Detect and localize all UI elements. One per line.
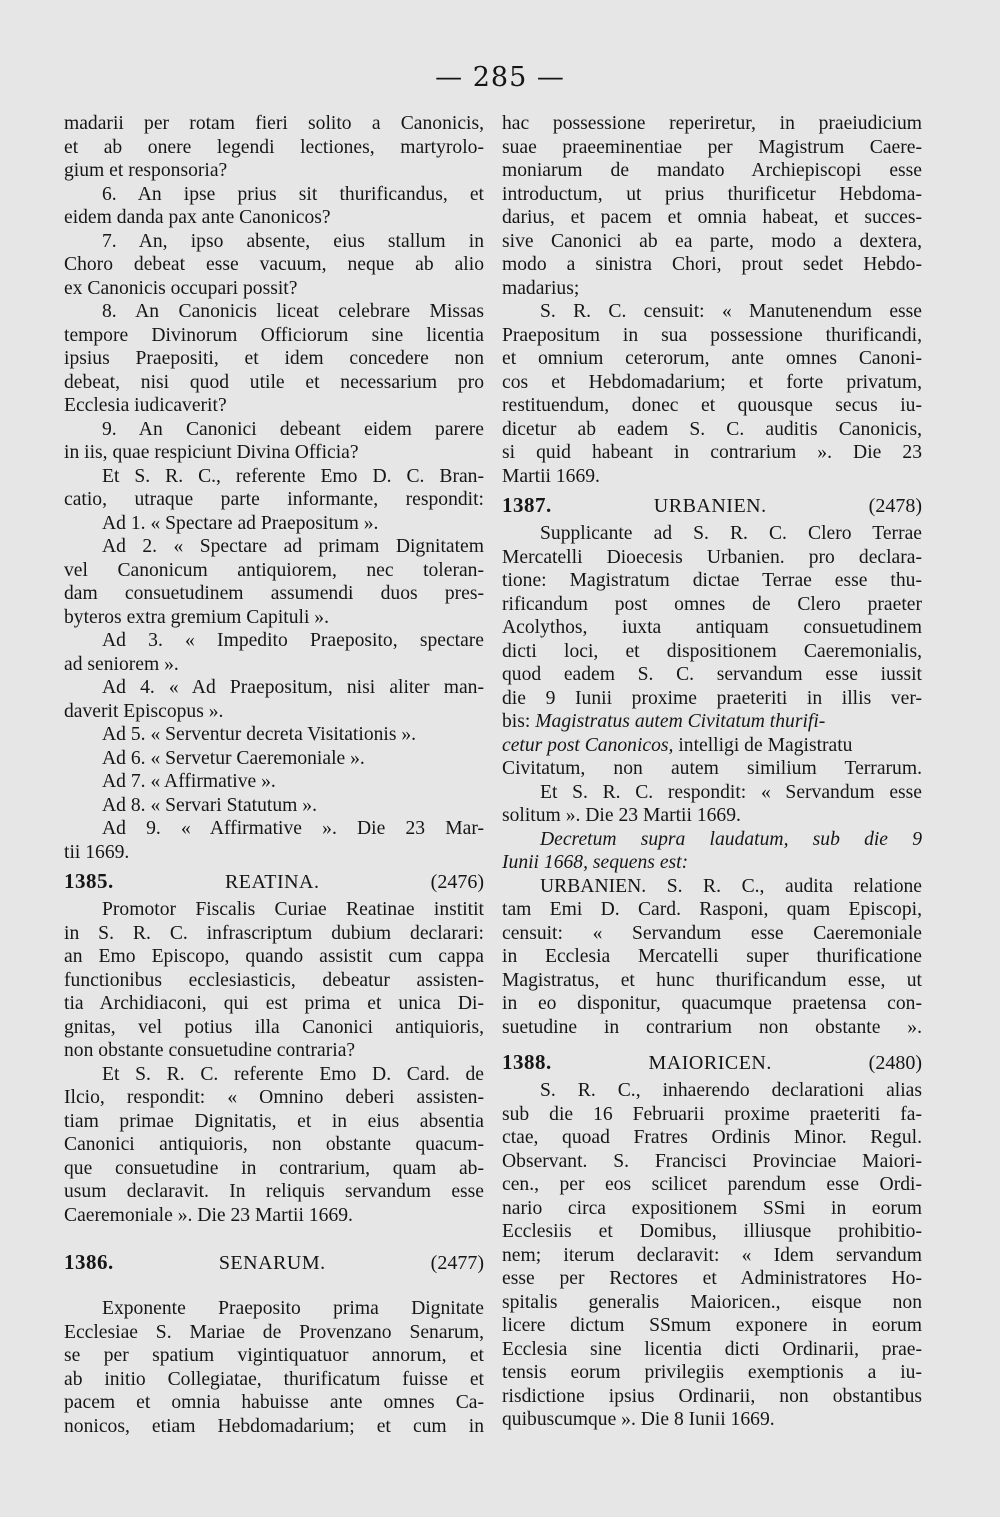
- section-place: URBANIEN.: [653, 495, 767, 517]
- text-line: Ad 3. « Impedito Praeposito, spectare: [102, 630, 484, 651]
- text-line: Canonici antiquioris, non obstante quacum-: [64, 1134, 484, 1155]
- text-line: Ad 8. « Servari Statutum ».: [102, 794, 317, 816]
- page-number: — 285 —: [435, 62, 565, 93]
- text-fragment: intelligi de Magistratu: [673, 734, 853, 756]
- text-line: pacem et omnia habuisse ante omnes Ca-: [64, 1392, 484, 1413]
- text-line: quod eadem S. C. servandum esse iussit: [502, 664, 922, 685]
- text-line: Ad 4. « Ad Praepositum, nisi aliter man-: [102, 677, 484, 698]
- section-code: (2476): [430, 871, 484, 893]
- italic-quote: cetur post Canonicos,: [502, 734, 674, 756]
- text-line: vel Canonicum antiquiorem, nec toleran-: [64, 559, 484, 581]
- text-line: Et S. R. C., referente Emo D. C. Bran-: [102, 465, 484, 487]
- section-code: (2477): [430, 1252, 484, 1274]
- text-line: usum declaravit. In reliquis servandum esse: [64, 1181, 484, 1202]
- text-line: modo a sinistra Chori, prout sedet Hebdo-: [502, 254, 922, 275]
- section-code: (2480): [868, 1052, 922, 1074]
- text-line: nem; iterum declaravit: « Idem servandum: [502, 1244, 922, 1266]
- text-line: 8. An Canonicis liceat celebrare Missas: [102, 301, 484, 322]
- text-line: Caeremoniale ». Die 23 Martii 1669.: [64, 1204, 353, 1226]
- text-line: dicetur ab eadem S. C. auditis Canonicis,: [502, 418, 922, 440]
- text-line: Choro debeat esse vacuum, neque ab alio: [64, 254, 484, 275]
- text-line: sub die 16 Februarii proxime praeteriti fa-: [502, 1103, 922, 1125]
- text-line: gnitas, vel potius illa Canonici antiquioris,: [64, 1016, 484, 1038]
- text-line: Magistratus, et hunc thurificandum esse, ut: [502, 969, 922, 991]
- text-line: Et S. R. C. respondit: « Servandum esse: [540, 781, 922, 803]
- text-line: debeat, nisi quod utile et necessarium pro: [64, 371, 484, 393]
- text-line: risdictione ipsius Ordinarii, non obstantibus: [502, 1385, 922, 1407]
- text-line: in eo disponitur, quacumque praetensa con-: [502, 993, 922, 1014]
- text-line: Acolythos, iuxta antiquam consuetudinem: [502, 617, 922, 638]
- text-line: Ecclesiis et Domibus, illiusque prohibitio-: [502, 1221, 922, 1242]
- text-line: ab initio Collegiatae, thurificatum fuisse et: [64, 1368, 484, 1390]
- text-line: Ecclesia sine licentia dicti Ordinarii, prae-: [502, 1338, 922, 1360]
- section-number: 1386.: [64, 1250, 114, 1274]
- text-line: hac possessione reperiretur, in praeiudicium: [502, 113, 922, 134]
- text-line: Ad 5. « Serventur decreta Visitationis ».: [102, 724, 417, 745]
- section-number: 1385.: [64, 869, 114, 893]
- text-line: cos et Hebdomadarium; et forte privatum,: [502, 371, 922, 393]
- text-line: si quid habeant in contrarium ». Die 23: [502, 442, 922, 463]
- text-line: Ad 2. « Spectare ad primam Dignitatem: [102, 536, 484, 557]
- text-line: S. R. C. censuit: « Manutenendum esse: [540, 301, 922, 322]
- section-heading-1387: [502, 492, 922, 518]
- text-line: [502, 734, 922, 758]
- text-line: que consuetudine in contrarium, quam ab-: [64, 1157, 484, 1179]
- text-line: URBANIEN. S. R. C., audita relatione: [540, 875, 922, 897]
- text-line: Ad 6. « Servetur Caeremoniale ».: [102, 747, 365, 769]
- text-line: Civitatum, non autem similium Terrarum.: [502, 758, 922, 779]
- text-line: ctae, quoad Fratres Ordinis Minor. Regul.: [502, 1127, 922, 1148]
- text-line: 6. An ipse prius sit thurificandus, et: [102, 183, 484, 205]
- text-line: quibuscumque ». Die 8 Iunii 1669.: [502, 1409, 775, 1430]
- text-line: Ad 9. « Affirmative ». Die 23 Mar-: [102, 818, 484, 839]
- section-heading-1388: [502, 1049, 922, 1075]
- text-line: darius, et pacem et omnia habeat, et succes-: [502, 207, 922, 228]
- text-line: cen., per eos scilicet parendum esse Ordi-: [502, 1174, 922, 1195]
- decretum-line: Iunii 1668, sequens est:: [502, 852, 689, 873]
- text-fragment: bis:: [502, 711, 536, 732]
- text-line: solitum ». Die 23 Martii 1669.: [502, 805, 741, 826]
- text-line: esse per Rectores et Administratores Ho-: [502, 1268, 922, 1289]
- section-number: 1387.: [502, 493, 552, 517]
- text-line: et ab onere legendi lectiones, martyrolo-: [64, 136, 484, 158]
- text-line: Ilcio, respondit: « Omnino deberi assisten-: [64, 1087, 484, 1108]
- text-line: suae praeeminentiae per Magistrum Caere-: [502, 136, 922, 158]
- text-line: Et S. R. C. referente Emo D. Card. de: [102, 1063, 484, 1085]
- text-line: censuit: « Servandum esse Caeremoniale: [502, 922, 922, 944]
- text-line: functionibus ecclesiasticis, debeatur assisten-: [64, 969, 484, 991]
- text-line: nario circa expositionem SSmi in eorum: [502, 1197, 922, 1219]
- text-line: in Ecclesia Mercatelli super thurificatione: [502, 946, 922, 967]
- text-line: 9. An Canonici debeant eidem parere: [102, 418, 484, 440]
- text-line: suetudine in contrarium non obstante ».: [502, 1016, 922, 1038]
- section-code: (2478): [868, 495, 922, 517]
- text-line: dam consuetudinem assumendi duos pres-: [64, 583, 484, 604]
- text-line: Ecclesiae S. Mariae de Provenzano Senarum,: [64, 1321, 484, 1343]
- text-line: eidem danda pax ante Canonicos?: [64, 207, 331, 228]
- text-line: licere dictum SSmum exponere in eorum: [502, 1315, 922, 1336]
- text-line: sive Canonici ab ea parte, modo a dextera,: [502, 230, 922, 252]
- text-line: tiam primae Dignitatis, et in eius absentia: [64, 1110, 484, 1132]
- text-line: ex Canonicis occupari possit?: [64, 277, 298, 299]
- text-line: catio, utraque parte informante, respondit:: [64, 489, 484, 510]
- section-heading-1386: [64, 1249, 484, 1275]
- text-line: restituendum, donec et quousque secus iu-: [502, 395, 922, 416]
- text-line: ipsius Praepositi, et idem concedere non: [64, 348, 484, 369]
- text-line: Praepositum in sua possessione thurificandi,: [502, 324, 922, 346]
- text-line: non obstante consuetudine contraria?: [64, 1040, 356, 1061]
- text-line: tam Emi D. Card. Rasponi, quam Episcopi,: [502, 899, 922, 920]
- text-line: 7. An, ipso absente, eius stallum in: [102, 230, 484, 252]
- text-line: tempore Divinorum Officiorum sine licentia: [64, 324, 484, 346]
- text-line: Observant. S. Francisci Provinciae Maiori-: [502, 1150, 922, 1172]
- left-column: [64, 112, 484, 1438]
- text-line: Mercatelli Dioecesis Urbanien. pro declara-: [502, 546, 922, 568]
- text-line: dicti loci, et dispositionem Caeremonialis,: [502, 640, 922, 662]
- text-line: Ad 1. « Spectare ad Praepositum ».: [102, 512, 379, 534]
- text-line: byteros extra gremium Capituli ».: [64, 606, 330, 628]
- text-line: Supplicante ad S. R. C. Clero Terrae: [540, 523, 922, 544]
- text-line: tione: Magistratum dictae Terrae esse thu-: [502, 570, 922, 591]
- text-line: gium et responsoria?: [64, 160, 228, 181]
- text-line: Martii 1669.: [502, 465, 600, 487]
- right-column: [502, 112, 922, 1432]
- text-line: daverit Episcopus ».: [64, 700, 224, 722]
- text-line: Exponente Praeposito prima Dignitate: [102, 1298, 484, 1319]
- decretum-line: Decretum supra laudatum, sub die 9: [540, 828, 922, 850]
- text-line: introductum, ut prius thurificetur Hebdoma-: [502, 183, 922, 205]
- text-line: rificandum post omnes de Clero praeter: [502, 593, 922, 615]
- text-line: in S. R. C. infrascriptum dubium declarari:: [64, 922, 484, 944]
- text-line: S. R. C., inhaerendo declarationi alias: [540, 1080, 922, 1101]
- text-line: et omnium ceterorum, ante omnes Canoni-: [502, 348, 922, 369]
- text-line: nonicos, etiam Hebdomadarium; et cum in: [64, 1415, 484, 1437]
- text-line: in iis, quae respiciunt Divina Officia?: [64, 442, 359, 463]
- section-place: MAIORICEN.: [648, 1052, 772, 1074]
- text-line: madarius;: [502, 277, 580, 299]
- text-line: tensis eorum privilegiis exemptionis a iu-: [502, 1362, 922, 1383]
- text-line: se per spatium vigintiquatuor annorum, et: [64, 1345, 484, 1366]
- text-line: moniarum de mandato Archiepiscopi esse: [502, 160, 922, 181]
- text-line: Ad 7. « Affirmative ».: [102, 771, 276, 792]
- section-number: 1388.: [502, 1050, 552, 1074]
- text-line: tii 1669.: [64, 841, 130, 863]
- text-line: Ecclesia iudicaverit?: [64, 395, 227, 416]
- text-line: madarii per rotam fieri solito a Canonicis,: [64, 113, 484, 134]
- text-line: [502, 710, 922, 734]
- text-line: Promotor Fiscalis Curiae Reatinae institit: [102, 899, 484, 920]
- text-line: ad seniorem ».: [64, 653, 179, 675]
- section-place: REATINA.: [224, 871, 320, 893]
- section-place: SENARUM.: [218, 1252, 326, 1274]
- italic-quote: Magistratus autem Civitatum thurifi-: [535, 711, 826, 732]
- text-line: tia Archidiaconi, qui est prima et unica Di-: [64, 993, 484, 1014]
- text-line: spitalis generalis Maioricen., eisque non: [502, 1291, 922, 1313]
- text-line: die 9 Iunii proxime praeteriti in illis ver-: [502, 687, 922, 709]
- section-heading-1385: [64, 868, 484, 894]
- text-line: an Emo Episcopo, quando assistit cum cappa: [64, 946, 484, 967]
